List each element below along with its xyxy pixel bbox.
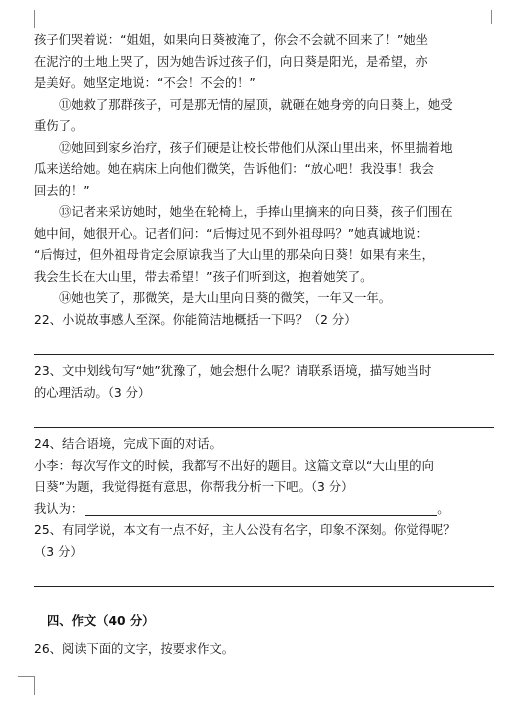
section-title: 四、作文（40 分） — [47, 614, 155, 628]
text-line: ⑬记者来采访她时，她坐在轮椅上，手捧山里摘来的向日葵，孩子们围在 — [59, 205, 453, 219]
question-text: 24、结合语境，完成下面的对话。 — [34, 437, 222, 451]
answer-line-23[interactable] — [34, 404, 494, 434]
question-text: 23、文中划线句写“她”犹豫了，她会想什么呢？请联系语境，描写她当时 — [34, 364, 432, 378]
text-line: 她中间，她很开心。记者们问：“后悔过见不到外祖母吗？”她真诚地说： — [34, 226, 428, 241]
text-line: ⑫她回到家乡治疗，孩子们硬是让校长带他们从深山里出来，怀里揣着地 — [59, 140, 453, 155]
question-26: 26、阅读下面的文字，按要求作文。 — [34, 641, 235, 656]
text-line: 回去的！” — [34, 183, 90, 198]
exam-page — [34, 30, 494, 660]
text-line: ⑪她救了那群孩子，可是那无情的屋顶，就砸在她身旁的向日葵上，她受 — [59, 97, 453, 112]
story-paragraph-14 — [34, 288, 494, 310]
crop-mark-bottom-left — [18, 676, 35, 695]
dialogue-line: 日葵”为题，我觉得挺有意思，你帮我分析一下吧。（3 分） — [34, 480, 354, 494]
text-line: 我会生长在大山里，带去希望！”孩子们听到这，抱着她笑了。 — [34, 269, 373, 284]
question-22 — [34, 310, 494, 362]
question-text: （3 分） — [34, 544, 83, 559]
story-paragraph-13 — [34, 202, 494, 288]
question-text: 22、小说故事感人至深。你能简洁地概括一下吗？（2 分） — [34, 312, 357, 327]
dialogue-line: 小李：每次写作文的时候，我都写不出好的题目。这篇文章以“大山里的向 — [34, 458, 434, 473]
spacer — [34, 591, 494, 611]
question-text: 25、有同学说，本文有一点不好，主人公没有名字，印象不深刻。你觉得呢？ — [34, 523, 456, 537]
text-line: 在泥泞的土地上哭了，因为她告诉过孩子们，向日葵是阳光，是希望，亦 — [34, 54, 428, 69]
answer-line-22[interactable] — [34, 331, 494, 361]
text-line: 重伤了。 — [34, 119, 84, 133]
story-paragraph-12 — [34, 138, 494, 203]
text-line: 孩子们哭着说：“姐姐，如果向日葵被淹了，你会不会就不回来了！”她坐 — [34, 33, 428, 47]
answer-line-25[interactable] — [34, 563, 494, 591]
question-23 — [34, 361, 494, 434]
story-paragraph-cont — [34, 30, 494, 95]
question-25 — [34, 520, 494, 591]
answer-line-24[interactable] — [85, 501, 437, 516]
answer-suffix: 。 — [437, 501, 450, 516]
crop-mark-top-right — [491, 10, 502, 24]
text-line: 瓜来送给她。她在病床上向他们微笑，告诉他们：“放心吧！我没事！我会 — [34, 162, 434, 176]
text-line: ⑭她也笑了，那微笑，是大山里向日葵的微笑，一年又一年。 — [59, 291, 392, 305]
answer-prefix: 我认为： — [34, 501, 84, 516]
answer-row-24 — [34, 499, 494, 521]
story-paragraph-11 — [34, 95, 494, 138]
text-line: “后悔过，但外祖母肯定会原谅我当了大山里的那朵向日葵！如果有来生， — [34, 248, 434, 262]
text-line: 是美好。她坚定地说：“不会！不会的！” — [34, 76, 256, 90]
question-24 — [34, 434, 494, 520]
crop-mark-top-left — [18, 10, 35, 28]
question-text: 的心理活动。（3 分） — [34, 385, 151, 400]
